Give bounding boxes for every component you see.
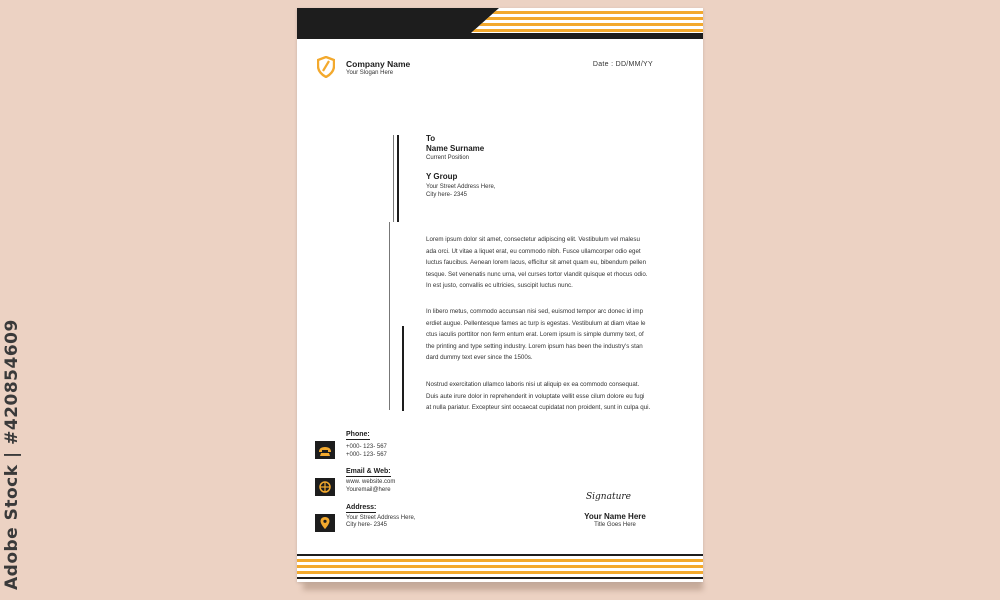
left-accent-line-top-thin <box>393 135 394 222</box>
body-paragraph-1: Lorem ipsum dolor sit amet, consectetur adipiscing elit. Vestibulum vel malesu ada orci. Ut vitae a liquet erat, eu commodo nibh. Fusce ullamcorper odio eget luctus faucibus. Aenean lorem lacus, efficitur sit amet quam eu, bibendum pellen tesque. Set venenatis nunc urna, vel curses tortor vlandit quisque et rhocus odio. In est justo, convallis ec ultricies, suscipit luctus nunc. <box>426 236 648 290</box>
recipient-name: Name Surname <box>426 144 485 153</box>
footer-stripe-2 <box>297 565 703 568</box>
footer-rule-top <box>297 554 703 556</box>
recipient-group-block <box>426 172 495 199</box>
address-title: Address: <box>346 504 377 511</box>
body-paragraph-3: Nostrud exercitation ullamco laboris nisi ut aliquip ex ea commodo consequat. Duis aute irure dolor in reprehenderit in voluptate vellit esse cilum dolore eu fugi at nulla pariatur. Excepteur sint occaecat cupidatat non proident, sunt in culpa qui. <box>426 381 651 412</box>
stock-watermark-tag: Adobe Stock | #420854609 <box>2 319 22 590</box>
body-paragraph-2: In libero metus, commodo accunsan nisi sed, euismod tempor arc donec id imp erdiet augue. Pellentesque fames ac turp is egestas. Vestibulum at diam vitae le ctus iaculis porttitor non ferm entum erat. Lorem ipsum is simple dummy text, of the printing and type setting industry. Lorem ipsum has been the industry's stan dard dummy text ever since the 1500s. <box>426 308 646 362</box>
to-label: To <box>426 134 436 143</box>
left-accent-line-bottom-thin <box>389 222 390 410</box>
letter-date: Date : DD/MM/YY <box>592 61 653 68</box>
company-slogan: Your Slogan Here <box>346 70 394 76</box>
phone-title: Phone: <box>346 431 370 438</box>
left-accent-line-top <box>397 135 399 222</box>
signature-name: Your Name Here <box>584 512 646 521</box>
recipient-group: Y Group <box>426 172 458 181</box>
paper-shadow <box>303 582 703 590</box>
signature-script: Signature <box>586 492 632 502</box>
web-title: Email & Web: <box>346 468 391 475</box>
letterhead-page <box>297 8 703 582</box>
web-line-2: Youremail@here <box>346 487 391 493</box>
left-accent-line-bottom <box>402 326 404 411</box>
header-stripes <box>471 8 703 33</box>
shield-logo-icon <box>317 56 335 78</box>
phone-line-2: +000- 123- 567 <box>346 452 387 458</box>
recipient-address: Your Street Address Here, City here- 2345 <box>426 184 496 198</box>
footer-stripe-1 <box>297 559 703 562</box>
company-name: Company Name <box>346 59 411 69</box>
footer-rule-bottom <box>297 577 703 579</box>
globe-icon <box>315 478 335 496</box>
recipient-position: Current Position <box>426 155 470 161</box>
address-line-2: City here- 2345 <box>346 522 388 528</box>
address-line-1: Your Street Address Here, <box>346 515 416 521</box>
header-rule <box>297 37 703 39</box>
web-line-1: www. website.com <box>346 479 396 485</box>
footer-stripe-3 <box>297 571 703 574</box>
signature-title: Title Goes Here <box>594 522 636 528</box>
phone-icon <box>315 441 335 459</box>
phone-line-1: +000- 123- 567 <box>346 444 387 450</box>
signature-block <box>297 512 703 528</box>
recipient-block <box>426 134 484 161</box>
